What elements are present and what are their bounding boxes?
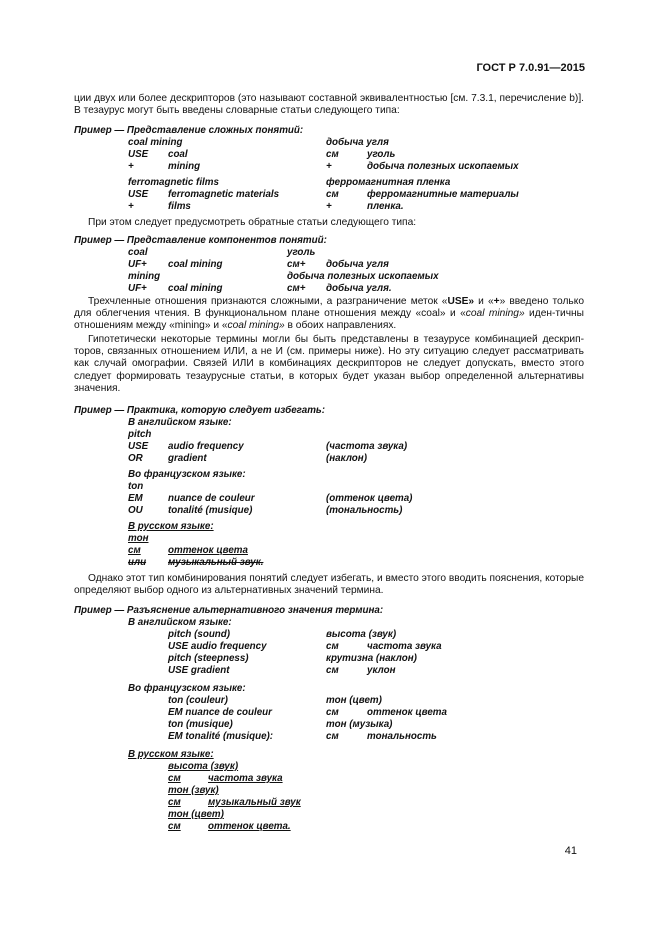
ex-mark-ru: см <box>326 189 339 200</box>
example-4-row <box>0 809 661 821</box>
ex-term: coal <box>128 247 148 258</box>
p3-italic: coal mining» <box>465 308 525 320</box>
ex-term: ferromagnetic films <box>128 177 219 188</box>
example-3-row <box>0 505 661 517</box>
ex-term: mining <box>168 161 201 172</box>
ex-term-ru: оттенок цвета <box>367 707 447 718</box>
example-3-row <box>0 441 661 453</box>
ex-mark: UF+ <box>128 259 147 270</box>
example-4-row <box>0 653 661 665</box>
p3-text: иден-тичны отношениям между «mining» и « <box>74 308 584 332</box>
example-4-row <box>0 707 661 719</box>
ex-term: музыкальный звук. <box>168 557 264 568</box>
p3-text: и « <box>474 296 494 307</box>
p3-text: в обоих направлениях. <box>284 320 397 332</box>
ex-term: gradient <box>168 453 207 464</box>
ex-mark: OU <box>128 505 143 516</box>
example-1-row <box>0 137 661 149</box>
ex-mark-ru: см <box>326 731 339 742</box>
example-4-row <box>0 797 661 809</box>
example-3-row <box>0 557 661 569</box>
example-4-row <box>0 731 661 743</box>
p3-text: Трехчленные отношения признаются сложными, а разграничение меток « <box>88 296 448 307</box>
ex-mark-ru: см <box>326 149 339 160</box>
ex-mark-ru: см <box>326 707 339 718</box>
ex-term: pitch (steepness) <box>168 653 249 664</box>
ex-term: оттенок цвета. <box>208 821 291 832</box>
example-3-title: Пример — Практика, которую следует избегать: <box>74 405 326 416</box>
example-4-row <box>0 665 661 677</box>
ex-term: высота (звук) <box>168 761 239 772</box>
ex-mark-ru: см+ <box>287 283 306 294</box>
ex-term: films <box>168 201 191 212</box>
ex-mark: + <box>128 201 134 212</box>
ex-term: тон <box>128 533 149 544</box>
example-1-row <box>0 149 661 161</box>
ex-term-ru: добыча угля. <box>326 283 392 294</box>
example-4-row <box>0 821 661 833</box>
ex-term: оттенок цвета <box>168 545 248 556</box>
example-1-row <box>0 177 661 189</box>
paragraph-2: При этом следует предусмотреть обратные статьи следующего типа: <box>88 217 417 228</box>
ex-term-ru: добыча угля <box>326 259 389 270</box>
ex-term-ru: тон (музыка) <box>326 719 393 730</box>
ex-mark: или <box>128 557 147 568</box>
example-4-row <box>0 773 661 785</box>
english-label: В английском языке: <box>128 417 232 428</box>
example-4-row <box>0 629 661 641</box>
ex-term-ru: высота (звук) <box>326 629 397 640</box>
example-4-row <box>0 695 661 707</box>
ex-term-ru: тональность <box>367 731 437 742</box>
example-1-row <box>0 161 661 173</box>
ex-gloss: (частота звука) <box>326 441 408 452</box>
ex-term-ru: крутизна (наклон) <box>326 653 417 664</box>
example-3-row <box>0 453 661 465</box>
paragraph-3 <box>74 296 584 333</box>
ex-mark-ru: + <box>326 161 332 172</box>
ex-term: ferromagnetic materials <box>168 189 280 200</box>
example-2-title: Пример — Представление компонентов понятий: <box>74 235 327 246</box>
ex-mark: + <box>128 161 134 172</box>
ex-term-ru: пленка. <box>367 201 404 212</box>
document-header: ГОСТ Р 7.0.91—2015 <box>476 62 585 74</box>
ex-term: музыкальный звук <box>208 797 301 808</box>
p3-use-label: USE» <box>447 296 475 307</box>
ex-term-ru: уголь <box>367 149 396 160</box>
ex-mark: см <box>168 797 181 808</box>
ex-term-ru: ферромагнитные материалы <box>367 189 519 200</box>
ex-mark: EM <box>128 493 143 504</box>
p3-text: » введено только для облегчения чтения. В функциональном плане отношения между «coal» и « <box>74 296 584 320</box>
ex-term: coal mining <box>168 259 223 270</box>
paragraph-1: ции двух или более дескрипторов (это называют составной эквивалентностью [см. 7.3.1, перечисление b)]. В тезаурус могут быть введены словарные статьи следующего типа: <box>74 93 584 117</box>
p3-italic: coal mining» <box>227 320 285 332</box>
example-4-row <box>0 761 661 773</box>
ex-term: USE audio frequency <box>168 641 267 652</box>
example-1-row <box>0 189 661 201</box>
ex-mark: UF+ <box>128 283 147 294</box>
p3-plus-label: + <box>493 296 500 307</box>
ex-term-ru: уголь <box>287 247 316 258</box>
ex-term: mining <box>128 271 161 282</box>
example-4-title: Пример — Разъяснение альтернативного значения термина: <box>74 605 384 616</box>
russian-label: В русском языке: <box>128 521 214 532</box>
ex-mark: USE <box>128 149 149 160</box>
ex-mark: OR <box>128 453 143 464</box>
ex-gloss: (тональность) <box>326 505 403 516</box>
ex-term: coal mining <box>128 137 183 148</box>
example-2-row <box>0 283 661 295</box>
ex-mark: см <box>128 545 141 556</box>
ex-term: тон (звук) <box>168 785 219 796</box>
example-3-row <box>0 545 661 557</box>
russian-label: В русском языке: <box>128 749 214 760</box>
paragraph-5: Однако этот тип комбинирования понятий следует избегать, и вместо этого вводить пояснения, которые определяют выбор одного из альтернативных значений термина. <box>74 573 584 597</box>
ex-mark: см <box>168 821 181 832</box>
ex-term-ru: частота звука <box>367 641 442 652</box>
ex-mark-ru: см <box>326 665 339 676</box>
ex-term-ru: ферромагнитная пленка <box>326 177 451 188</box>
ex-mark: USE <box>128 189 149 200</box>
ex-term: ton (musique) <box>168 719 233 730</box>
example-2-row <box>0 259 661 271</box>
ex-term: EM tonalité (musique): <box>168 731 274 742</box>
ex-term-ru: тон (цвет) <box>326 695 382 706</box>
example-1-title: Пример — Представление сложных понятий: <box>74 125 304 136</box>
ex-term: coal <box>168 149 188 160</box>
ex-term: pitch (sound) <box>168 629 231 640</box>
example-4-row <box>0 719 661 731</box>
example-2-row <box>0 271 661 283</box>
french-label: Во французском языке: <box>128 683 246 694</box>
ex-mark: см <box>168 773 181 784</box>
ex-term: tonalité (musique) <box>168 505 253 516</box>
ex-term: EM nuance de couleur <box>168 707 272 718</box>
example-3-row <box>0 493 661 505</box>
ex-term: ton <box>128 481 144 492</box>
page-number: 41 <box>564 845 577 857</box>
ex-term-ru: уклон <box>367 665 396 676</box>
ex-term: ton (couleur) <box>168 695 228 706</box>
ex-term-ru: добыча угля <box>326 137 389 148</box>
ex-term: частота звука <box>208 773 283 784</box>
paragraph-4: Гипотетически некоторые термины могли бы быть представлены в тезаурусе комбинацией дескрип-торов, связанных отношением ИЛИ, а не И (см. примеры ниже). Но эту ситуацию следует рассматривать как случай омографии. Связей ИЛИ в комбинациях дескрипторов не следует допускать, вместо этого следует формировать тезаурусные статьи, в которых будет указан выбор определенной альтернативы значения. <box>74 334 584 394</box>
ex-gloss: (оттенок цвета) <box>326 493 413 504</box>
ex-term: USE gradient <box>168 665 230 676</box>
example-2-row <box>0 247 661 259</box>
ex-term: coal mining <box>168 283 223 294</box>
ex-term: audio frequency <box>168 441 244 452</box>
example-4-row <box>0 641 661 653</box>
ex-mark: USE <box>128 441 149 452</box>
ex-term-ru: добыча полезных ископаемых <box>287 271 439 282</box>
ex-term: тон (цвет) <box>168 809 224 820</box>
ex-term: nuance de couleur <box>168 493 255 504</box>
ex-mark-ru: + <box>326 201 332 212</box>
ex-gloss: (наклон) <box>326 453 367 464</box>
ex-mark-ru: см <box>326 641 339 652</box>
ex-term-ru: добыча полезных ископаемых <box>367 161 519 172</box>
french-label: Во французском языке: <box>128 469 246 480</box>
ex-mark-ru: см+ <box>287 259 306 270</box>
ex-term: pitch <box>128 429 152 440</box>
english-label: В английском языке: <box>128 617 232 628</box>
example-1-row <box>0 201 661 213</box>
example-4-row <box>0 785 661 797</box>
